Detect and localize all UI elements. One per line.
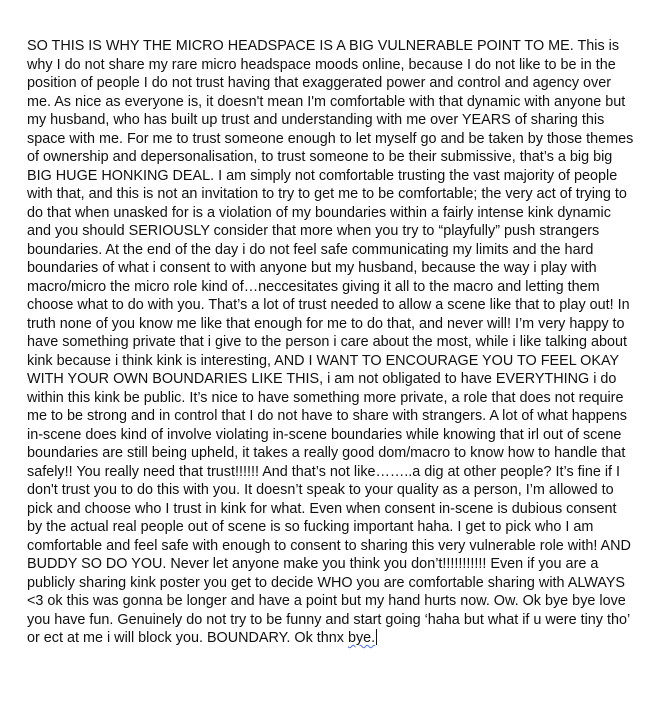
text-cursor [376,629,377,645]
document-paragraph [27,37,635,648]
document-body[interactable] [27,37,635,648]
paragraph-text: SO THIS IS WHY THE MICRO HEADSPACE IS A BIG VULNERABLE POINT TO ME. This is why I do not share my rare micro headspace moods online, because I do not like to be in the position of people I do not trust having that exaggerated power and control and agency over me. As nice as everyone is, it doesn't mean I'm comfortable with that dynamic with anyone but my husband, who has built up trust and understanding with me over YEARS of sharing this space with me. For me to trust someone enough to let myself go and be taken by those themes of ownership and depersonalisation, to trust someone to be their submissive, that’s a big big BIG HUGE HONKING DEAL. I am simply not comfortable trusting the vast majority of people with that, and this is not an invitation to try to get me to be comfortable; the very act of trying to do that when unasked for is a violation of my boundaries within a fairly intense kink dynamic and you should SERIOUSLY consider that more when you try to “playfully” push strangers boundaries. At the end of the day i do not feel safe communicating my limits and the hard boundaries of what i consent to with anyone but my husband, because the way i play with macro/micro the micro role kind of…neccesitates giving it all to the macro and letting them choose what to do with you. That’s a lot of trust needed to allow a scene like that to play out! In truth none of you know me like that enough for me to do that, and never will! I’m very happy to have something private that i give to the person i care about the most, while i like talking about kink because i think kink is interesting, AND I WANT TO ENCOURAGE YOU TO FEEL OKAY WITH YOUR OWN BOUNDARIES LIKE THIS, i am not obligated to have EVERYTHING i do within this kink be public. It’s nice to have something more private, a role that does not require me to be strong and in control that I do not have to share with strangers. A lot of what happens in-scene does kind of involve violating in-scene boundaries while knowing that irl out of scene boundaries are still being upheld, it takes a really good dom/macro to know how to handle that safely!! You really need that trust!!!!!! And that’s not like……..a dig at other people? It’s fine if I don't trust you to do this with you. It doesn’t speak to your quality as a person, I’m allowed to pick and choose who I trust in kink for what. Even when consent in-scene is dubious consent by the actual real people out of scene is so fucking important haha. I get to pick who I am comfortable and feel safe with enough to consent to sharing this very vulnerable role with! AND BUDDY SO DO YOU. Never let anyone make you think you don’t!!!!!!!!!!! Even if you are a publicly sharing kink poster you get to decide WHO you are comfortable sharing with ALWAYS <3 ok this was gonna be longer and have a point but my hand hurts now. Ow. Ok bye bye love you have fun. Genuinely do not try to be funny and start going ‘haha but what if u were tiny tho’ or ect at me i will block you. BOUNDARY. Ok thnx [27,38,634,646]
spellcheck-underlined-word: bye. [347,630,376,646]
